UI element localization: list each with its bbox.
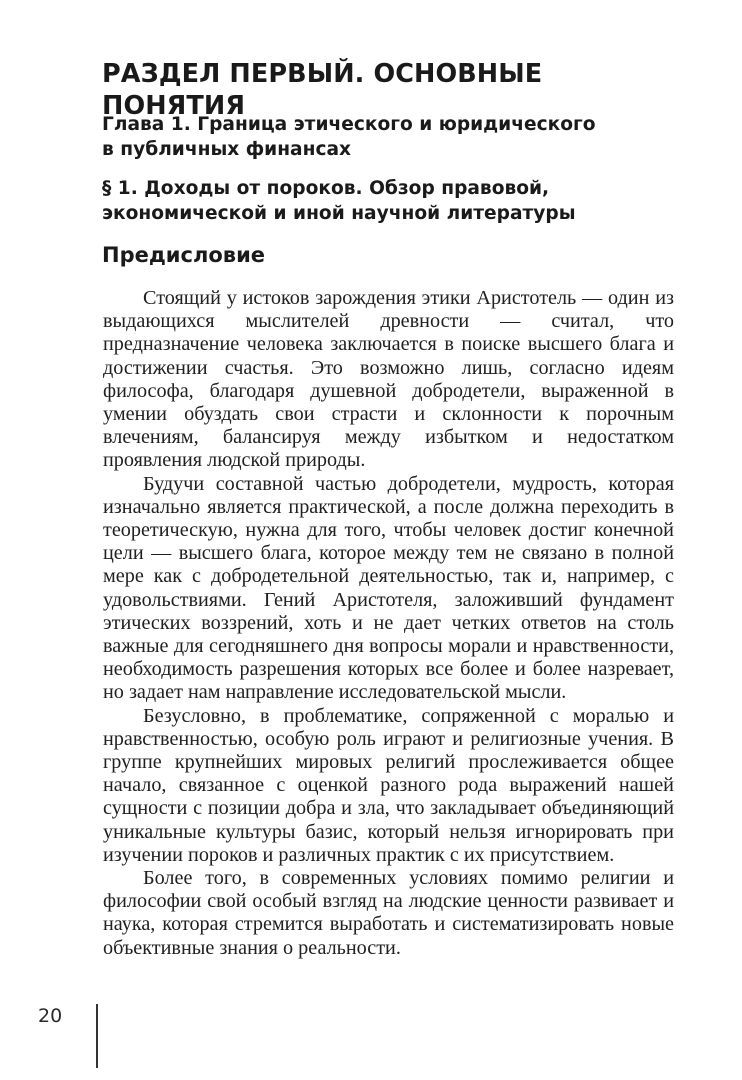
body-text (103, 287, 674, 960)
body-paragraph-3: Безусловно, в проблематике, сопряженной с моралью и нравственностью, особую роль играют и религиозные учения. В группе крупнейших мировых религий прослеживается общее начало, связанное с оценкой разного рода выражений нашей сущности с позиции добра и зла, что закладывает объединяющий уникальные культуры базис, который нельзя игнорировать при изучении пороков и различных практик с их присутствием. (103, 704, 674, 866)
section-title: РАЗДЕЛ ПЕРВЫЙ. ОСНОВНЫЕ ПОНЯТИЯ (102, 59, 543, 121)
paragraph-title-line-2: экономической и иной научной литературы (102, 203, 576, 224)
chapter-title-line-1: Глава 1. Граница этического и юридического (102, 114, 596, 135)
chapter-title-line-2: в публичных финансах (102, 139, 352, 160)
paragraph-title-line-1: § 1. Доходы от пороков. Обзор правовой, (102, 178, 550, 199)
preface-title: Предисловие (102, 243, 266, 267)
paragraph-title (102, 176, 682, 226)
folio-divider (96, 1004, 98, 1068)
body-paragraph-4: Более того, в современных условиях помимо религии и философии свой особый взгляд на людские ценности развивает и наука, которая стремится выработать и систематизировать новые объективные знания о реальности. (103, 867, 674, 959)
body-paragraph-2: Будучи составной частью добродетели, мудрость, которая изначально является практической, а после должна переходить в теоретическую, нужна для того, чтобы человек достиг конечной цели — высшего блага, которое между тем не связано в полной мере как с добродетельной деятельностью, так и, например, с удовольствиями. Гений Аристотеля, заложивший фундамент этических воззрений, хоть и не дает четких ответов на столь важные для сегодняшнего дня вопросы морали и нравственности, необходимость разрешения которых все более и более назревает, но задает нам направление исследовательской мысли. (103, 472, 674, 704)
page-number: 20 (38, 1005, 63, 1027)
body-paragraph-1: Стоящий у истоков зарождения этики Аристотель — один из выдающихся мыслителей древности — считал, что предназначение человека заключается в поиске высшего блага и достижении счастья. Это возможно лишь, согласно идеям философа, благодаря душевной добродетели, выраженной в умении обуздать свои страсти и склонности к порочным влечениям, балансируя между избытком и недостатком проявления людской природы. (103, 287, 674, 472)
chapter-title (102, 112, 682, 162)
